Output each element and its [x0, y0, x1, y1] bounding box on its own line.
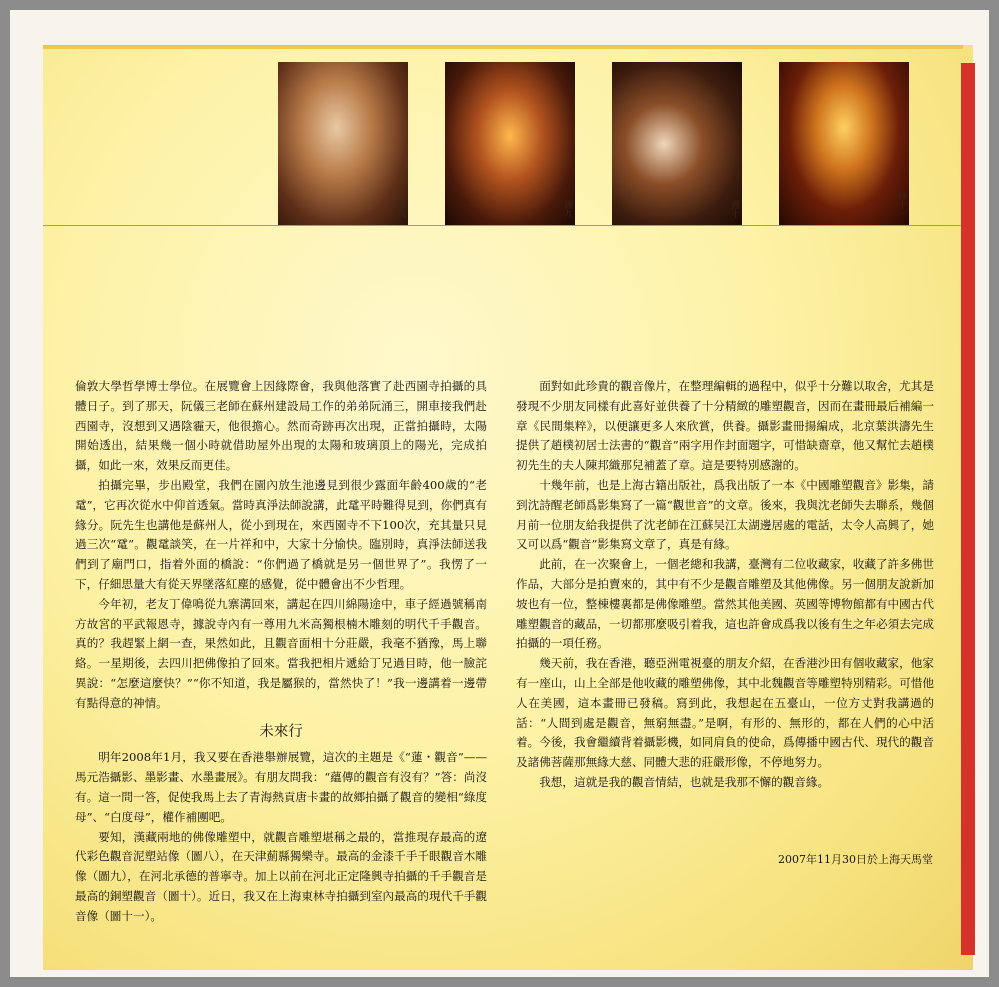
photo-divider-line — [43, 225, 961, 226]
paragraph: 此前，在一次聚會上，一個老總和我講，臺灣有二位收藏家，收藏了許多佛世作品，大部分是拍賣來的，其中有不少是觀音雕塑及其他佛像。另一個朋友說新加坡也有一位，整棟樓裏都是佛像雕塑。當然其他美國、英國等博物館都有中國古代雕塑觀音的藏品，一切都那麼吸引着我，這也許會成爲我以後有生之年必須去完成拍攝的一項任務。 — [516, 557, 934, 651]
figure-10-photo — [612, 62, 742, 226]
right-text-column — [516, 377, 934, 793]
paragraph: 幾天前，我在香港，聽亞洲電視臺的朋友介紹，在香港沙田有個收藏家，他家有一座山，山上全部是他收藏的雕塑佛像，其中北魏觀音等雕塑特別精彩。可惜他人在美國，這本畫冊已發稿。寫到此，我想起在五臺山，一位方丈對我講過的話：“人間到處是觀音，無窮無盡。”是啊，有形的、無形的，都在人們的心中活着。今後，我會繼續背着攝影機，如同肩負的使命，爲傳播中國古代、現代的觀音及諸佛菩薩那無緣大慈、同體大悲的莊嚴形像，不停地努力。 — [516, 656, 934, 770]
paragraph: 面對如此珍貴的觀音像片，在整理編輯的過程中，似乎十分難以取舍，尤其是發現不少朋友同樣有此喜好並供養了十分精緻的雕塑觀音，因而在畫冊最后補編一章《民間集粹》，以便讓更多人來欣賞，供養。攝影畫冊揚編成，北京葉洪濤先生提供了趙樸初居士法書的“觀音”兩字用作封面題字，可惜缺齋章，他又幫忙去趙樸初先生的夫人陳邦織那兒補蓋了章。這是要特別感謝的。 — [516, 379, 934, 473]
paragraph: 拍攝完畢，步出殿堂，我們在園內放生池邊見到很少露面年齡400歲的“老鼋”，它再次從水中仰首透氣。當時真淨法師說講，此鼋平時難得見到，你們真有緣分。阮先生也講他是蘇州人，從小到現在，來西園寺不下100次，充其量只見過三次“鼋”。觀鼋談笑，在一片祥和中，大家十分愉快。臨別時，真淨法師送我們到了廟門口，指着外面的橋說：“你們過了橋就是另一個世界了”。我愣了一下，仔細思量大有從天界墜落紅塵的感覺，從中體會出不少哲理。 — [75, 477, 487, 591]
paragraph: 今年初，老友丁偉鳴從九寨溝回來，講起在四川綿陽途中，車子經過號稱南方故宮的平武報恩寺，據說寺內有一尊用九米高獨根楠木雕刻的明代千手觀音。真的？我趕緊上網一查，果然如此，且觀音面相十分莊嚴，我毫不猶豫，馬上聯絡。一星期後，去四川把佛像拍了回來。當我把相片遞給丁兄過目時，他一臉詫異說：“怎麼這麼快？”“你不知道，我是屬猴的，當然快了！”我一邊講着一邊帶有點得意的神情。 — [75, 596, 487, 710]
paragraph: 十幾年前，也是上海古籍出版社，爲我出版了一本《中國雕塑觀音》影集，請到沈詩醒老師爲影集寫了一篇“觀世音”的文章。後來，我與沈老師失去聯系，幾個月前一位朋友給我提供了沈老師在江蘇吴江太湖邊居處的電話，太令人高興了，她又可以爲“觀音”影集寫文章了，真是有緣。 — [516, 477, 934, 552]
figure-9-caption: 圖九 — [562, 200, 572, 218]
red-edge-bar — [961, 63, 975, 955]
paragraph: 明年2008年1月，我又要在香港舉辦展覽，這次的主題是《“蓮・觀音”—— 馬元浩攝影、墨影畫、水墨畫展》。有朋友問我：“蘊傳的觀音有沒有？”答：尚沒有。這一問一答，促使我馬上去了青海熱貢唐卡畫的故鄉拍攝了觀音的變相“綠度母”、“白度母”，權作補團吧。 — [75, 750, 487, 824]
photo-frame — [10, 10, 989, 977]
dateline: 2007年11月30日於上海天馬堂 — [778, 853, 933, 866]
figure-8-caption: 圖八 — [395, 200, 405, 218]
figure-8-photo — [278, 62, 408, 226]
figure-11-caption: 圖十一 — [896, 191, 906, 218]
left-text-column — [75, 377, 487, 927]
book-page — [43, 45, 973, 970]
figure-10-caption: 圖十 — [729, 200, 739, 218]
figure-9-photo — [445, 62, 575, 226]
section-heading: 未來行 — [259, 723, 303, 740]
paragraph: 要知，漢藏兩地的佛像雕塑中，就觀音雕塑堪稱之最的，當推現存最高的遼代彩色觀音泥塑站像（圖八），在天津薊縣獨樂寺。最高的金漆千手千眼觀音木雕像（圖九），在河北承德的普寧寺。加上以前在河北正定隆興寺拍攝的千手觀音是最高的銅塑觀音（圖十）。近日，我又在上海東林寺拍攝到室內最高的現代千手觀音像（圖十一）。 — [75, 829, 487, 923]
top-rule — [43, 45, 963, 49]
paragraph: 倫敦大學哲學博士學位。在展覽會上因緣際會，我與他落實了赴西園寺拍攝的具體日子。到了那天，阮儀三老師在蘇州建設局工作的弟弟阮涌三，開車接我們赴西園寺，沒想到又遇陰霾天，他很擔心。然而奇跡再次出現，正當拍攝時，太陽開始透出，結果幾一個小時就借助屋外出現的太陽和玻璃頂上的陽光，完成拍攝，如此一來，效果反而更佳。 — [75, 379, 487, 473]
paragraph: 我想，這就是我的觀音情結，也就是我那不懈的觀音緣。 — [539, 774, 830, 789]
figure-11-photo — [779, 62, 909, 226]
